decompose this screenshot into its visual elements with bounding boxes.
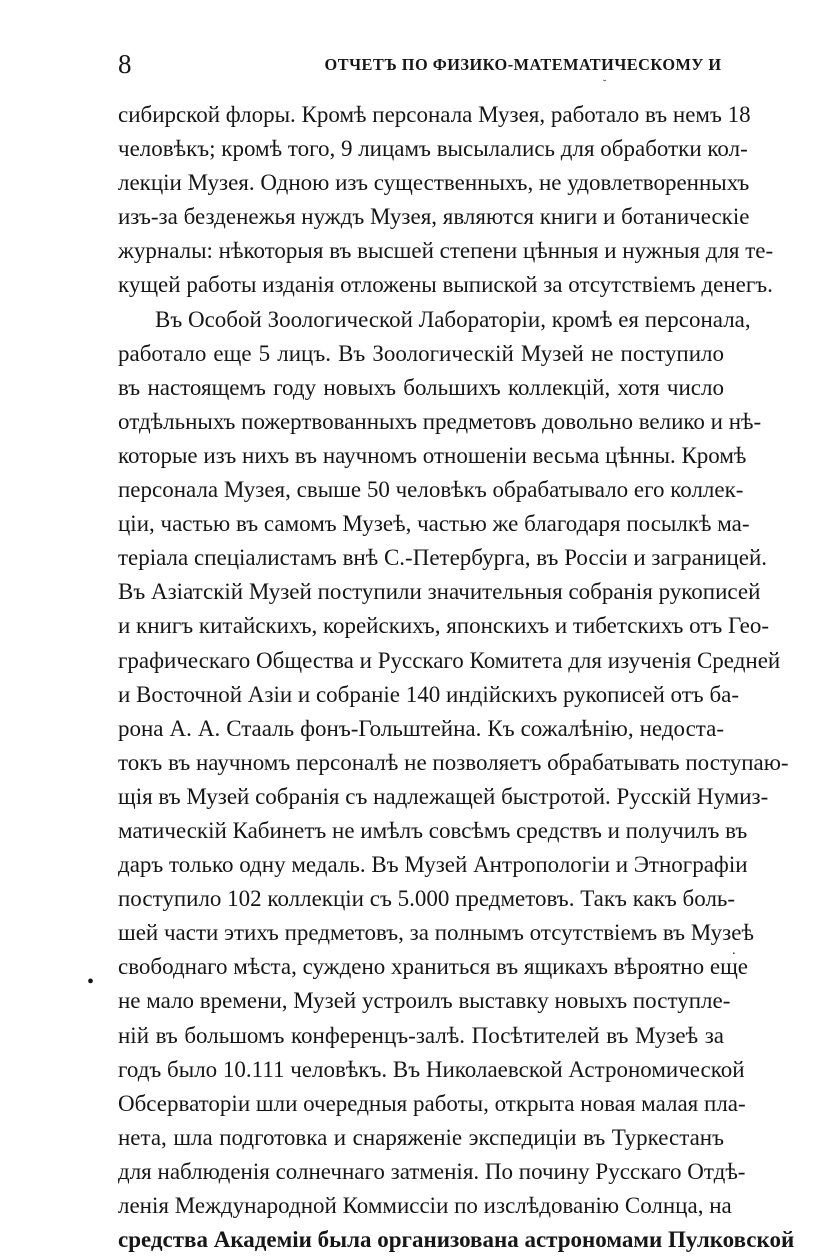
text-line: изъ-за безденежья нуждъ Музея, являются книги и ботаническіе <box>118 204 750 230</box>
text-line: отдѣльныхъ пожертвованныхъ предметовъ довольно велико и нѣ- <box>118 408 762 434</box>
text-line: для наблюденія солнечнаго затменія. По почину Русскаго Отдѣ- <box>118 1158 746 1184</box>
text-line: токъ въ научномъ персоналѣ не позволяетъ обрабатывать поступаю- <box>118 749 789 775</box>
text-line: графическаго Общества и Русскаго Комитета для изученія Средней <box>118 647 781 673</box>
text-line: свободнаго мѣста, суждено храниться въ ящикахъ вѣроятно еще <box>118 954 748 980</box>
body-text <box>118 98 795 1257</box>
text-line: въ настоящемъ году новыхъ большихъ коллекцій, хотя число <box>118 374 724 400</box>
text-line: ленія Международной Коммиссіи по изслѣдованію Солнца, на <box>118 1193 732 1218</box>
text-line: человѣкъ; кромѣ того, 9 лицамъ высылались для обработки кол- <box>118 136 748 162</box>
text-line: ціи, частью въ самомъ Музеѣ, частью же благодаря посылкѣ ма- <box>118 511 750 537</box>
text-line: персонала Музея, свыше 50 человѣкъ обрабатывало его коллек- <box>118 477 744 503</box>
text-line: ній въ большомъ конференцъ-залѣ. Посѣтителей въ Музеѣ за <box>118 1022 724 1048</box>
text-line: которые изъ нихъ въ научномъ отношеніи весьма цѣнны. Кромѣ <box>118 442 747 468</box>
text-line: теріала спеціалистамъ внѣ С.-Петербурга, въ Россіи и заграницей. <box>118 545 768 571</box>
text-line: не мало времени, Музей устроилъ выставку новыхъ поступле- <box>118 988 731 1014</box>
text-line-paragraph-start: Въ Особой Зоологической Лабораторіи, кромѣ ея персонала, <box>155 306 751 332</box>
text-line: годъ было 10.111 человѣкъ. Въ Николаевской Астрономической <box>118 1056 745 1082</box>
text-line-bold: средства Академіи была организована астрономами Пулковской <box>118 1227 795 1253</box>
text-line: поступило 102 коллекціи съ 5.000 предметовъ. Такъ какъ боль- <box>118 886 736 912</box>
text-line: лекціи Музея. Одною изъ существенныхъ, не удовлетворенныхъ <box>118 170 750 196</box>
page-header <box>118 46 722 90</box>
text-line: рона А. А. Стааль фонъ-Гольштейна. Къ сожалѣнію, недоста- <box>118 715 724 741</box>
text-line: работало еще 5 лицъ. Въ Зоологическій Музей не поступило <box>118 340 724 366</box>
text-line: Въ Азіатскій Музей поступили значительныя собранія рукописей <box>118 579 761 605</box>
text-line: сибирской флоры. Кромѣ персонала Музея, работало въ немъ 18 <box>118 102 751 127</box>
page-number: 8 <box>118 49 132 79</box>
header-tick-mark: ˘ <box>603 79 607 90</box>
text-line: нета, шла подготовка и снаряженіе экспедиціи въ Туркестанъ <box>118 1124 724 1150</box>
text-line: щія въ Музей собранія съ надлежащей быстротой. Русскій Нумиз- <box>118 783 769 809</box>
margin-mark-right: . <box>732 943 736 958</box>
text-line: и Восточной Азіи и собраніе 140 индійскихъ рукописей отъ ба- <box>118 681 740 707</box>
margin-mark-left: • <box>87 971 95 993</box>
running-title: ОТЧЕТЪ ПО ФИЗИКО-МАТЕМАТИЧЕСКОМУ И <box>324 55 722 74</box>
text-line: матическій Кабинетъ не имѣлъ совсѣмъ средствъ и получилъ въ <box>118 817 748 843</box>
text-line: и книгъ китайскихъ, корейскихъ, японскихъ и тибетскихъ отъ Гео- <box>118 613 769 639</box>
text-line: шей части этихъ предметовъ, за полнымъ отсутствіемъ въ Музеѣ <box>118 920 754 946</box>
text-line: журналы: нѣкоторыя въ высшей степени цѣнныя и нужныя для те- <box>118 238 774 264</box>
text-line: даръ только одну медаль. Въ Музей Антропологіи и Этнографіи <box>118 852 748 878</box>
text-line: Обсерваторіи шли очередныя работы, открыта новая малая пла- <box>118 1090 746 1116</box>
text-line: кущей работы изданія отложены выпиской за отсутствіемъ денегъ. <box>118 272 773 298</box>
